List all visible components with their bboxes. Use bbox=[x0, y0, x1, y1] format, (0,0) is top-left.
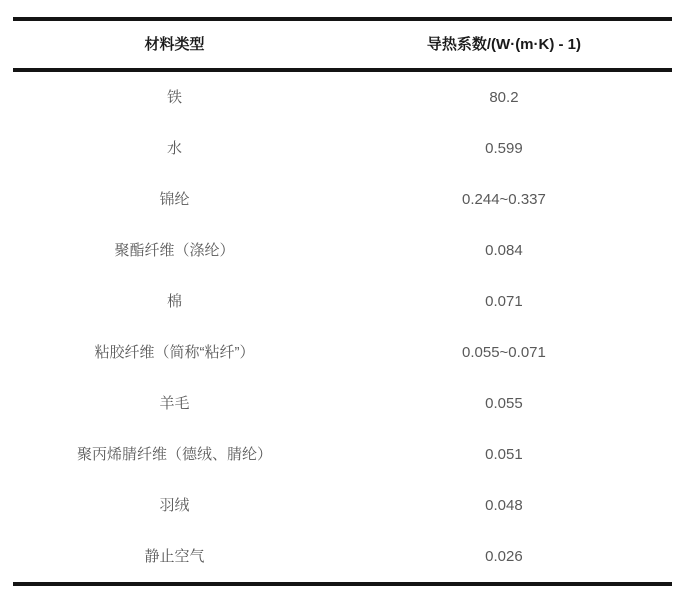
column-header-material: 材料类型 bbox=[144, 35, 205, 53]
material-cell: 锦纶 bbox=[159, 190, 190, 208]
value-cell: 80.2 bbox=[489, 88, 519, 106]
value-cell: 0.071 bbox=[485, 292, 523, 310]
table-row bbox=[13, 225, 672, 276]
table-row bbox=[13, 123, 672, 174]
table-row bbox=[13, 174, 672, 225]
material-cell: 粘胶纤维（简称“粘纤”） bbox=[94, 343, 255, 361]
value-cell: 0.051 bbox=[485, 445, 523, 463]
table-row bbox=[13, 429, 672, 480]
material-cell: 静止空气 bbox=[144, 547, 205, 565]
material-cell: 棉 bbox=[166, 292, 182, 310]
material-cell: 羊毛 bbox=[159, 394, 190, 412]
value-cell: 0.055~0.071 bbox=[462, 343, 546, 361]
material-cell: 羽绒 bbox=[159, 496, 190, 514]
table-row bbox=[13, 378, 672, 429]
material-cell: 聚丙烯腈纤维（德绒、腈纶） bbox=[76, 445, 272, 463]
thermal-conductivity-table bbox=[13, 17, 672, 586]
value-cell: 0.244~0.337 bbox=[462, 190, 546, 208]
material-cell: 铁 bbox=[166, 88, 182, 106]
value-cell: 0.599 bbox=[485, 139, 523, 157]
value-cell: 0.026 bbox=[485, 547, 523, 565]
column-header-conductivity: 导热系数/(W·(m·K) - 1) bbox=[426, 35, 582, 53]
value-cell: 0.048 bbox=[485, 496, 523, 514]
table-row bbox=[13, 327, 672, 378]
table-row bbox=[13, 72, 672, 123]
value-cell: 0.055 bbox=[485, 394, 523, 412]
material-cell: 聚酯纤维（涤纶） bbox=[114, 241, 235, 259]
table-row bbox=[13, 531, 672, 582]
table-row bbox=[13, 480, 672, 531]
table-header-row bbox=[13, 21, 672, 72]
value-cell: 0.084 bbox=[485, 241, 523, 259]
material-cell: 水 bbox=[166, 139, 182, 157]
table-row bbox=[13, 276, 672, 327]
